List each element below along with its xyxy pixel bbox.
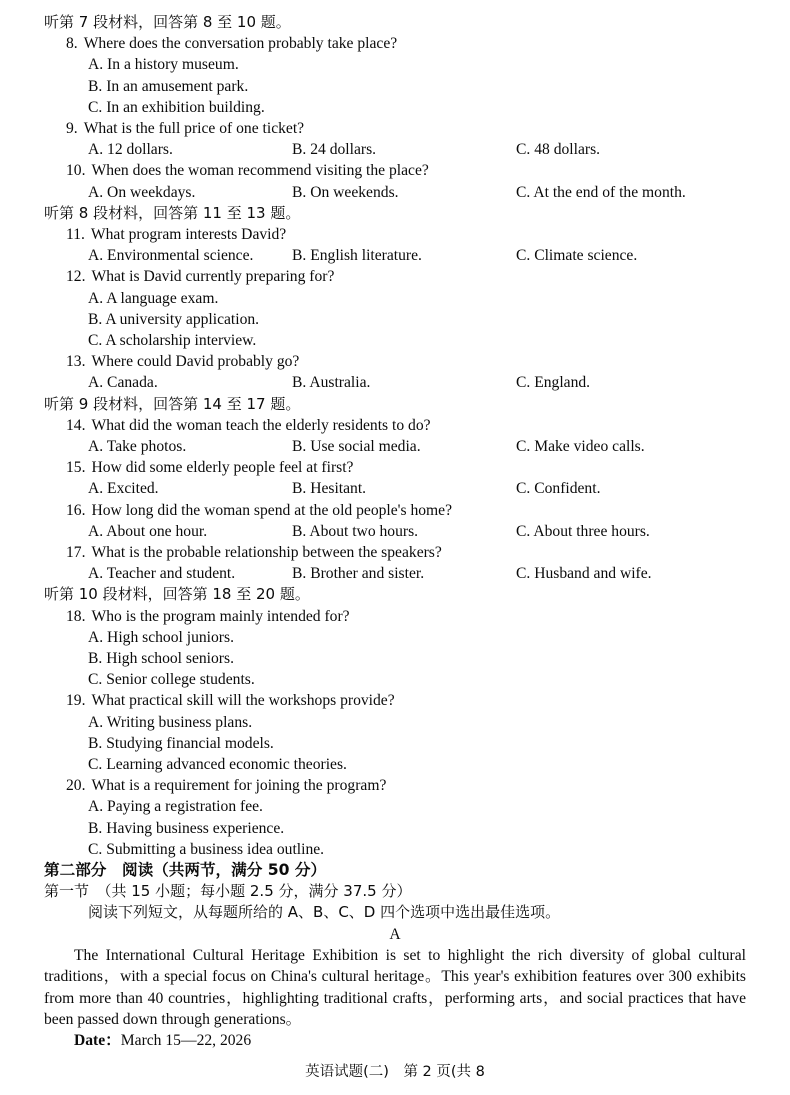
question-19-option-b[interactable]: B. Studying financial models.: [88, 734, 274, 752]
question-8-option-b[interactable]: B. In an amusement park.: [88, 77, 249, 95]
question-13-option-a[interactable]: A. Canada.: [88, 374, 158, 392]
question-8-option-a[interactable]: A. In a history museum.: [88, 56, 239, 74]
question-18-option-b[interactable]: B. High school seniors.: [88, 649, 234, 667]
question-8-number: 8.: [66, 35, 78, 53]
question-10: [44, 160, 746, 181]
question-12-option-b[interactable]: B. A university application.: [88, 310, 260, 328]
question-14-stem: What did the woman teach the elderly residents to do?: [91, 416, 431, 434]
question-16-number: 16.: [66, 501, 86, 519]
passage-text: [44, 945, 746, 1031]
question-15-option-c[interactable]: C. Confident.: [516, 480, 601, 498]
question-15-option-b[interactable]: B. Hesitant.: [292, 480, 367, 498]
question-11-number: 11.: [66, 226, 85, 243]
question-12-number: 12.: [66, 268, 86, 286]
question-11-option-a[interactable]: A. Environmental science.: [88, 247, 254, 265]
question-18-option-a[interactable]: A. High school juniors.: [88, 628, 234, 646]
question-14: [44, 415, 746, 436]
question-18: [44, 606, 746, 627]
part-two-section-one: 第一节 （共 15 小题；每小题 2.5 分，满分 37.5 分）: [44, 882, 412, 901]
question-20-option-a[interactable]: A. Paying a registration fee.: [88, 798, 263, 816]
question-20-option-c[interactable]: C. Submitting a business idea outline.: [88, 840, 325, 858]
question-11-option-b[interactable]: B. English literature.: [292, 247, 422, 265]
question-19-option-c[interactable]: C. Learning advanced economic theories.: [88, 755, 347, 773]
listening-material-heading: 听第 9 段材料，回答第 14 至 17 题。: [44, 394, 301, 413]
question-9-option-c[interactable]: C. 48 dollars.: [516, 141, 601, 159]
question-13-option-b[interactable]: B. Australia.: [292, 374, 371, 392]
question-12-stem: What is David currently preparing for?: [91, 268, 335, 286]
passage-label: A: [389, 925, 401, 943]
question-14-options: [44, 436, 746, 457]
question-16: [44, 500, 746, 521]
question-10-option-c[interactable]: C. At the end of the month.: [516, 183, 686, 201]
listening-material-heading: 听第 10 段材料，回答第 18 至 20 题。: [44, 585, 310, 604]
question-16-stem: How long did the woman spend at the old people's home?: [91, 501, 453, 519]
question-9: [44, 118, 746, 139]
part-two-directions: 阅读下列短文，从每题所给的 A、B、C、D 四个选项中选出最佳选项。: [88, 903, 561, 922]
question-16-option-a[interactable]: A. About one hour.: [88, 522, 208, 540]
question-18-stem: Who is the program mainly intended for?: [91, 607, 350, 625]
question-19: [44, 690, 746, 711]
question-13-option-c[interactable]: C. England.: [516, 374, 591, 392]
question-11-stem: What program interests David?: [90, 226, 287, 243]
question-11-options: [44, 245, 746, 266]
question-15-stem: How did some elderly people feel at first?: [91, 459, 354, 477]
question-10-option-b[interactable]: B. On weekends.: [292, 183, 399, 201]
question-17-options: [44, 563, 746, 584]
question-9-options: [44, 139, 746, 160]
listening-material-heading: 听第 8 段材料，回答第 11 至 13 题。: [44, 203, 301, 222]
question-20-option-b[interactable]: B. Having business experience.: [88, 819, 285, 837]
question-14-number: 14.: [66, 416, 86, 434]
question-15-options: [44, 478, 746, 499]
question-9-option-a[interactable]: A. 12 dollars.: [88, 141, 173, 159]
question-13-number: 13.: [66, 353, 86, 371]
question-15-number: 15.: [66, 459, 86, 477]
question-15-option-a[interactable]: A. Excited.: [88, 480, 159, 498]
date-value: March 15—22, 2026: [120, 1032, 252, 1050]
question-11: [44, 224, 746, 245]
question-13: [44, 351, 746, 372]
question-10-stem: When does the woman recommend visiting the place?: [91, 162, 429, 180]
question-15: [44, 457, 746, 478]
question-9-stem: What is the full price of one ticket?: [83, 120, 305, 138]
question-10-number: 10.: [66, 162, 86, 180]
question-9-option-b[interactable]: B. 24 dollars.: [292, 141, 377, 159]
question-18-option-c[interactable]: C. Senior college students.: [88, 671, 255, 689]
question-10-options: [44, 182, 746, 203]
question-17-option-c[interactable]: C. Husband and wife.: [516, 565, 652, 583]
question-9-number: 9.: [66, 120, 78, 138]
question-20-number: 20.: [66, 777, 86, 795]
passage-date: [44, 1030, 746, 1051]
question-19-number: 19.: [66, 692, 86, 710]
passage-body: The International Cultural Heritage Exhibition is set to highlight the rich diversity of global cultural traditions，with a special focus on China's cultural heritage。This year's exhibition features over 300 exhibits from more than 40 countries，highlighting traditional crafts，performing arts，and social practices that have been passed down through generations。: [44, 946, 746, 1029]
question-16-option-c[interactable]: C. About three hours.: [516, 522, 650, 540]
question-17-option-b[interactable]: B. Brother and sister.: [292, 565, 425, 583]
question-13-options: [44, 372, 746, 393]
listening-material-heading: 听第 7 段材料，回答第 8 至 10 题。: [44, 13, 291, 31]
question-8-stem: Where does the conversation probably take place?: [83, 35, 398, 53]
question-17-option-a[interactable]: A. Teacher and student.: [88, 565, 236, 583]
question-20-stem: What is a requirement for joining the program?: [91, 777, 387, 795]
question-11-option-c[interactable]: C. Climate science.: [516, 247, 638, 265]
question-18-number: 18.: [66, 607, 86, 625]
question-20: [44, 775, 746, 796]
question-14-option-c[interactable]: C. Make video calls.: [516, 438, 645, 455]
question-16-options: [44, 521, 746, 542]
question-13-stem: Where could David probably go?: [91, 353, 300, 371]
question-8-option-c[interactable]: C. In an exhibition building.: [88, 98, 265, 116]
page-footer: 英语试题(二) 第 2 页(共 8: [305, 1064, 485, 1080]
date-label: Date：: [74, 1032, 121, 1050]
question-12-option-c[interactable]: C. A scholarship interview.: [88, 332, 257, 349]
question-14-option-a[interactable]: A. Take photos.: [88, 438, 187, 455]
question-17-number: 17.: [66, 543, 86, 561]
question-17-stem: What is the probable relationship between the speakers?: [91, 543, 442, 561]
question-16-option-b[interactable]: B. About two hours.: [292, 522, 419, 540]
question-19-stem: What practical skill will the workshops provide?: [91, 692, 395, 710]
question-14-option-b[interactable]: B. Use social media.: [292, 438, 421, 455]
question-10-option-a[interactable]: A. On weekdays.: [88, 183, 196, 201]
question-12: [44, 266, 746, 287]
question-17: [44, 542, 746, 563]
question-19-option-a[interactable]: A. Writing business plans.: [88, 713, 253, 731]
question-12-option-a[interactable]: A. A language exam.: [88, 289, 219, 307]
part-two-title: 第二部分 阅读（共两节，满分 50 分）: [44, 861, 327, 879]
question-8: [44, 33, 746, 54]
